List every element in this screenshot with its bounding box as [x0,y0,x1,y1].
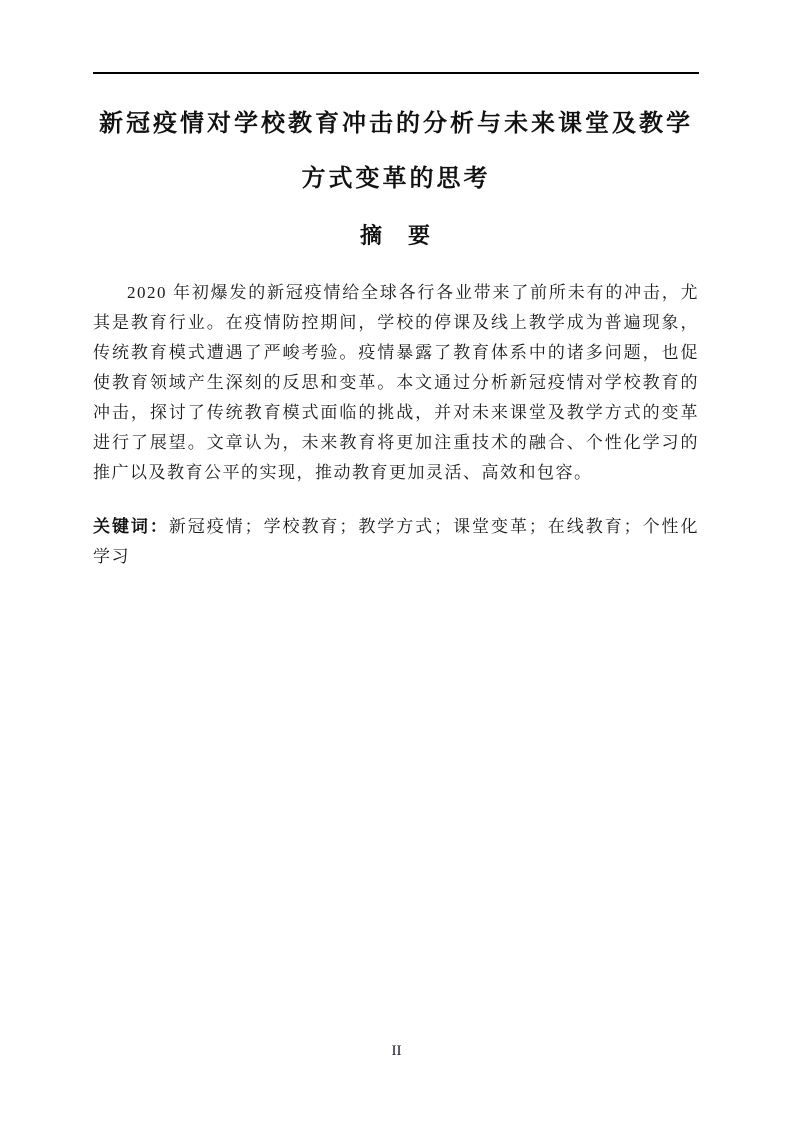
paper-title-line-1: 新冠疫情对学校教育冲击的分析与未来课堂及教学 [99,110,693,137]
abstract-paragraph: 2020 年初爆发的新冠疫情给全球各行各业带来了前所未有的冲击，尤其是教育行业。在疫情防控期间，学校的停课及线上教学成为普遍现象，传统教育模式遭遇了严峻考验。疫情暴露了教育体系中的诸多问题，也促使教育领域产生深刻的反思和变革。本文通过分析新冠疫情对学校教育的冲击，探讨了传统教育模式面临的挑战，并对未来课堂及教学方式的变革进行了展望。文章认为，未来教育将更加注重技术的融合、个性化学习的推广以及教育公平的实现，推动教育更加灵活、高效和包容。 [93,283,699,482]
keywords-text: 新冠疫情；学校教育；教学方式；课堂变革；在线教育；个性化学习 [93,517,700,566]
paper-title [93,96,699,206]
abstract-heading: 摘 要 [359,223,432,248]
page-number: II [391,1043,402,1059]
keywords-line [93,512,699,572]
header-rule [93,72,699,74]
keywords-label: 关键词： [93,517,169,536]
paper-title-line-2: 方式变革的思考 [301,165,491,192]
